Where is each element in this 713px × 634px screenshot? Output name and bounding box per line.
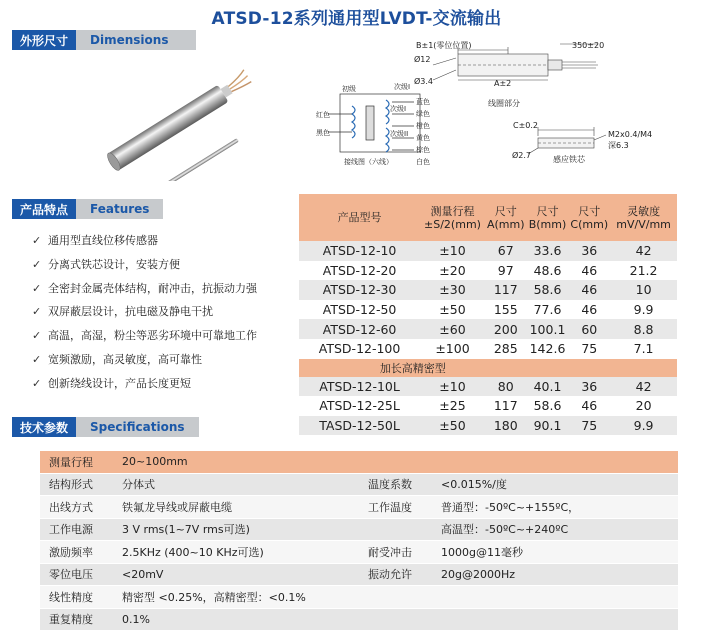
check-icon: ✓ [32,281,42,295]
b-dimension-label: B±1(零位位置) [416,41,472,50]
spec-row [40,541,678,564]
spec-row [40,451,678,473]
table-cell: ±30 [420,280,485,300]
table-cell: 142.6 [527,339,569,359]
table-cell: 8.8 [610,319,677,339]
table-cell: 117 [485,280,527,300]
c-dimension-label: C±0.2 [513,121,539,130]
features-section-header [12,199,163,219]
spec-value [432,586,678,609]
thread-label: M2x0.4/M4 [608,130,653,139]
table-row [299,300,677,320]
check-icon: ✓ [32,257,42,271]
spec-label: 工作电源 [40,518,113,541]
table-cell: ±20 [420,261,485,281]
table-row [299,319,677,339]
table-row [299,280,677,300]
spec-label [359,451,432,473]
spec-label: 重复精度 [40,608,113,631]
table-cell: 48.6 [527,261,569,281]
spec-row [40,563,678,586]
feature-item: ✓ 创新绕线设计，产品长度更短 [32,374,257,398]
table-cell: 67 [485,241,527,261]
spec-label: 线性精度 [40,586,113,609]
table-cell: ±10 [420,377,485,397]
spec-value: 1000g@11毫秒 [432,541,678,564]
spec-value: 高温型：-50ºC~+240ºC [432,518,678,541]
table-cell: 33.6 [527,241,569,261]
spec-row [40,496,678,519]
spec-label: 振动允许 [359,563,432,586]
table-cell: ±100 [420,339,485,359]
spec-row [40,586,678,609]
spec-row [40,473,678,496]
feature-item: ✓ 全密封金属壳体结构，耐冲击，抗振动力强 [32,279,257,303]
table-cell: 75 [568,339,610,359]
wiring-caption: 接线图（六线） [344,158,393,166]
spec-label: 测量行程 [40,451,113,473]
core-label: 感应铁芯 [553,155,585,164]
dimensions-section-header [12,30,196,50]
table-row [299,339,677,359]
table-cell: 10 [610,280,677,300]
table-cell: ATSD-12-30 [299,280,420,300]
secondary1-label-b: 次级I [390,105,407,113]
table-cell: 100.1 [527,319,569,339]
cable-length-label: 350±20 [572,41,605,50]
col-header-a: 尺寸A(mm) [485,194,527,241]
table-cell: 42 [610,377,677,397]
table-cell: ±60 [420,319,485,339]
wire-red-label: 红色 [316,111,330,119]
col-header-sensitivity: 灵敏度mV/V/mm [610,194,677,241]
table-cell: 9.9 [610,300,677,320]
spec-value: 0.1% [113,608,359,631]
check-icon: ✓ [32,352,42,366]
subheader-label: 加长高精密型 [299,359,527,377]
dimension-drawing [298,34,708,184]
product-model-table [299,194,677,435]
table-cell: ±50 [420,416,485,436]
spec-value: 20~100mm [113,451,359,473]
d12-label: Ø12 [414,55,431,64]
spec-value: 分体式 [113,473,359,496]
table-cell: 60 [568,319,610,339]
product-photo [84,66,264,181]
table-cell: 80 [485,377,527,397]
wire-yellow-label: 黄色 [416,134,430,142]
check-icon: ✓ [32,305,42,319]
col-header-b: 尺寸B(mm) [527,194,569,241]
spec-value [432,451,678,473]
spec-label: 激励频率 [40,541,113,564]
specifications-table [40,451,678,631]
spec-label [359,608,432,631]
table-cell: 46 [568,300,610,320]
dimensions-title-en: Dimensions [76,30,196,50]
spec-value: 铁氟龙导线或屏蔽电缆 [113,496,359,519]
table-cell: 46 [568,396,610,416]
table-cell: TASD-12-50L [299,416,420,436]
table-cell: 90.1 [527,416,569,436]
table-cell: 36 [568,377,610,397]
table-cell: 155 [485,300,527,320]
d34-label: Ø3.4 [414,77,434,86]
table-cell: 77.6 [527,300,569,320]
a-dimension-label: A±2 [494,79,512,88]
table-row [299,396,677,416]
depth-label: 深6.3 [608,141,629,150]
table-cell: ATSD-12-100 [299,339,420,359]
spec-value: 2.5KHz (400~10 KHz可选) [113,541,359,564]
secondary2-label: 次级II [390,130,409,138]
check-icon: ✓ [32,329,42,343]
table-cell: ATSD-12-60 [299,319,420,339]
spec-row [40,608,678,631]
feature-item: ✓ 双屏蔽层设计，抗电磁及静电干扰 [32,302,257,326]
table-subheader-row [299,359,677,377]
wire-orange-label: 橙色 [416,122,430,130]
subheader-filler [527,359,677,377]
wire-green-label: 绿色 [416,110,430,118]
table-cell: 21.2 [610,261,677,281]
spec-row [40,518,678,541]
table-cell: 46 [568,261,610,281]
col-header-c: 尺寸C(mm) [568,194,610,241]
table-cell: 200 [485,319,527,339]
wire-white-label: 白色 [416,158,430,166]
wire-black-label: 黑色 [316,129,330,137]
table-cell: 97 [485,261,527,281]
specs-title-cn: 技术参数 [12,417,76,437]
specs-section-header [12,417,199,437]
spec-label: 结构形式 [40,473,113,496]
table-cell: 117 [485,396,527,416]
spec-label: 温度系数 [359,473,432,496]
spec-value [432,608,678,631]
features-list [32,231,257,398]
spec-label [359,586,432,609]
table-cell: 40.1 [527,377,569,397]
spec-value: 精密型 <0.25%，高精密型：<0.1% [113,586,359,609]
table-cell: 36 [568,241,610,261]
feature-item: ✓ 分离式铁芯设计，安装方便 [32,255,257,279]
check-icon: ✓ [32,376,42,390]
secondary1-label: 次级I [394,83,411,91]
col-header-range: 测量行程±S/2(mm) [420,194,485,241]
feature-item: ✓ 高温，高湿，粉尘等恶劣环境中可靠地工作 [32,326,257,350]
spec-value: 20g@2000Hz [432,563,678,586]
feature-item: ✓ 宽频激励，高灵敏度，高可靠性 [32,350,257,374]
wire-brown-label: 棕色 [416,146,430,154]
wire-blue-label: 蓝色 [416,98,430,106]
d27-label: Ø2.7 [512,151,532,160]
table-cell: ATSD-12-10L [299,377,420,397]
table-cell: 9.9 [610,416,677,436]
table-cell: 42 [610,241,677,261]
spec-value: <0.015%/度 [432,473,678,496]
spec-value: <20mV [113,563,359,586]
table-cell: ATSD-12-25L [299,396,420,416]
table-row [299,416,677,436]
spec-value: 3 V rms(1~7V rms可选) [113,518,359,541]
page-title: ATSD-12系列通用型LVDT-交流输出 [211,9,502,29]
table-cell: 285 [485,339,527,359]
features-title-en: Features [76,199,163,219]
features-title-cn: 产品特点 [12,199,76,219]
spec-label: 出线方式 [40,496,113,519]
table-cell: ATSD-12-20 [299,261,420,281]
spec-value: 普通型：-50ºC~+155ºC， [432,496,678,519]
spec-label: 工作温度 [359,496,432,519]
table-row [299,377,677,397]
check-icon: ✓ [32,234,42,247]
spec-label: 耐受冲击 [359,541,432,564]
table-cell: 58.6 [527,396,569,416]
table-cell: 7.1 [610,339,677,359]
feature-item: ✓ 通用型直线位移传感器 [32,231,257,255]
table-cell: 58.6 [527,280,569,300]
table-cell: ATSD-12-50 [299,300,420,320]
table-row [299,241,677,261]
table-cell: ±50 [420,300,485,320]
col-header-model: 产品型号 [299,194,420,241]
table-cell: 46 [568,280,610,300]
primary-label: 初级 [342,85,356,93]
table-cell: ±10 [420,241,485,261]
spec-label [359,518,432,541]
coil-section-label: 线圈部分 [488,99,520,108]
table-cell: ±25 [420,396,485,416]
specs-title-en: Specifications [76,417,198,437]
table-cell: 180 [485,416,527,436]
table-cell: 20 [610,396,677,416]
table-cell: 75 [568,416,610,436]
dimensions-title-cn: 外形尺寸 [12,30,76,50]
spec-label: 零位电压 [40,563,113,586]
table-row [299,261,677,281]
table-cell: ATSD-12-10 [299,241,420,261]
